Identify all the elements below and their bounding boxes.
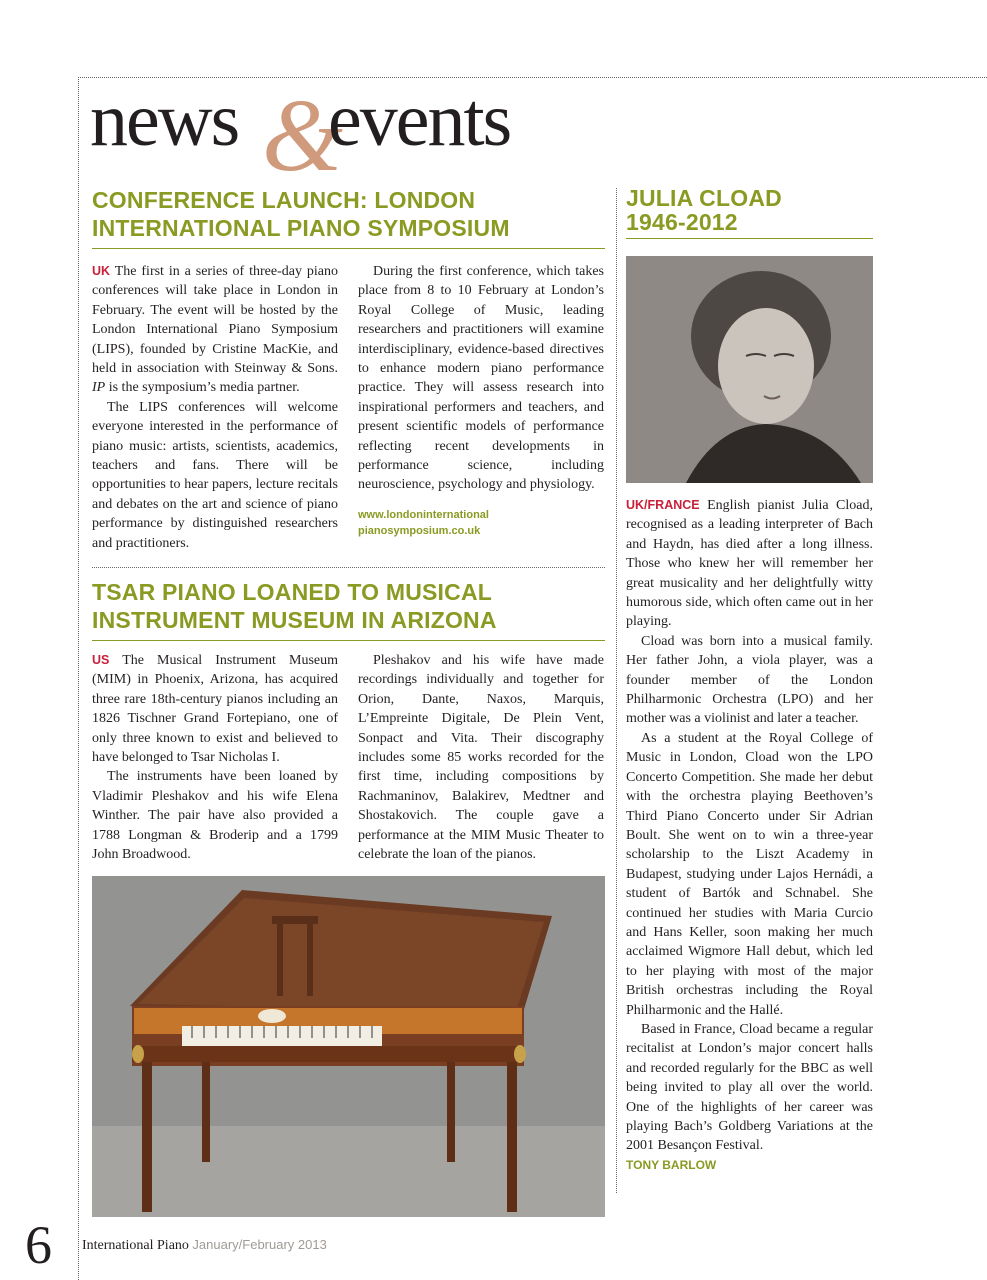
symposium-link[interactable]: www.londoninternational pianosymposium.co.uk <box>358 508 489 537</box>
article1-paragraph: UK The first in a series of three-day piano conferences will take place in London in February. The event will be hosted by the London International Piano Symposium (LIPS), founded by Cristine MacKie, and held in association with Steinway & Sons. IP is the symposium’s media partner. <box>92 264 338 396</box>
story-divider <box>92 567 605 568</box>
byline: TONY BARLOW <box>626 1157 717 1172</box>
article1-headline-line1: CONFERENCE LAUNCH: LONDON <box>92 187 476 213</box>
magazine-name: International Piano <box>82 1238 189 1253</box>
article3-paragraph: Based in France, Cload became a regular recitalist at London’s major concert halls and recorded regularly for the BBC as well being invited to play all over the world. One of the highlights of her career was playing Bach’s Goldberg Variations at the 2001 Besançon Festival. <box>626 1021 873 1154</box>
article1-column2 <box>358 262 604 539</box>
tsar-piano-photo <box>92 876 605 1217</box>
article2-headline-line1: TSAR PIANO LOANED TO MUSICAL <box>92 579 493 605</box>
article3-rule <box>626 238 873 239</box>
masthead-events: events <box>328 78 511 162</box>
issue-date: January/February 2013 <box>192 1237 327 1252</box>
article2-paragraph: The instruments have been loaned by Vladimir Pleshakov and his wife Elena Winther. The pair have also provided a 1788 Longman & Broderip and a 1799 John Broadwood. <box>92 769 338 863</box>
masthead-news: news <box>90 78 239 162</box>
article3-paragraph: Cload was born into a musical family. Her father John, a viola player, was a founder member of the London Philharmonic Orchestra (LPO) and her mother was a violinist and later a teacher. <box>626 633 873 727</box>
article2-rule <box>92 640 605 641</box>
region-tag: US <box>92 653 110 667</box>
article1-paragraph: The LIPS conferences will welcome everyone interested in the performance of piano music: artists, scientists, academics, teachers and fans. There will be opportunities to hear papers, lecture recitals and debates on the art and science of piano performance by distinguished researchers and practitioners. <box>92 399 338 551</box>
portrait-illustration <box>626 256 873 483</box>
article2-column2 <box>358 651 604 864</box>
article2-paragraph: Pleshakov and his wife have made recordings individually and together for Orion, Dante, Naxos, Marquis, L’Empreinte Digitale, De Plein Vent, Sonpact and Vita. Their discography includes some 85 works recorded for the first time, including compositions by Rachmaninov, Balakirev, Medtner and Shostakovich. The couple gave a performance at the MIM Music Theater to celebrate the loan of the pianos. <box>358 653 604 863</box>
region-tag: UK <box>92 264 111 278</box>
column-divider <box>616 188 617 1193</box>
article3-headline <box>626 186 876 234</box>
article1-headline <box>92 186 612 242</box>
left-dotted-rule <box>78 77 79 1280</box>
article3-headline-line1: JULIA CLOAD <box>626 185 782 211</box>
article1-headline-line2: INTERNATIONAL PIANO SYMPOSIUM <box>92 215 510 241</box>
article2-headline <box>92 578 612 634</box>
article3-headline-line2: 1946-2012 <box>626 209 738 235</box>
page-number: 6 <box>25 1215 52 1275</box>
footer-publication <box>82 1236 327 1255</box>
article1-paragraph: During the first conference, which takes place from 8 to 10 February at London’s Royal College of Music, leading researchers and practitioners will examine interdisciplinary, evidence-based directives to enhance modern piano performance practice. They will assess research into inspirational performers and teachers, and present scientific models of performance reflecting recent developments in performance science, including neuroscience, psychology and physiology. <box>358 264 604 493</box>
article2-headline-line2: INSTRUMENT MUSEUM IN ARIZONA <box>92 607 497 633</box>
article1-column1 <box>92 262 338 553</box>
piano-illustration <box>92 876 605 1217</box>
article2-column1 <box>92 651 338 864</box>
article2-paragraph: US The Musical Instrument Museum (MIM) in Phoenix, Arizona, has acquired three rare 18th-century pianos including an 1826 Tischner Grand Fortepiano, one of only three known to exist and believed to have belonged to Tsar Nicholas I. <box>92 653 338 766</box>
article3-column <box>626 496 873 1174</box>
article1-rule <box>92 248 605 249</box>
julia-cload-portrait <box>626 256 873 483</box>
masthead <box>90 78 570 193</box>
article3-paragraph: UK/FRANCE English pianist Julia Cload, recognised as a leading interpreter of Bach and Haydn, has died after a long illness. Those who knew her will remember her great musicality and her delightfully witty humorous side, which often came out in her playing. <box>626 498 873 630</box>
article3-paragraph: As a student at the Royal College of Music in London, Cload won the LPO Concerto Competition. She made her debut with the orchestra playing Beethoven’s Third Piano Concerto under Sir Adrian Boult. She went on to win a three-year scholarship to the Liszt Academy in Budapest, studying under Lajos Hernádi, a student of Bartók and Schnabel. She continued her studies with Maria Curcio and Hans Keller, soon making her much acclaimed Wigmore Hall debut, which led to her playing with most of the major British orchestras including the Royal Philharmonic and the Hallé. <box>626 730 873 1018</box>
region-tag: UK/FRANCE <box>626 498 700 512</box>
masthead-ampersand: & <box>262 78 343 193</box>
